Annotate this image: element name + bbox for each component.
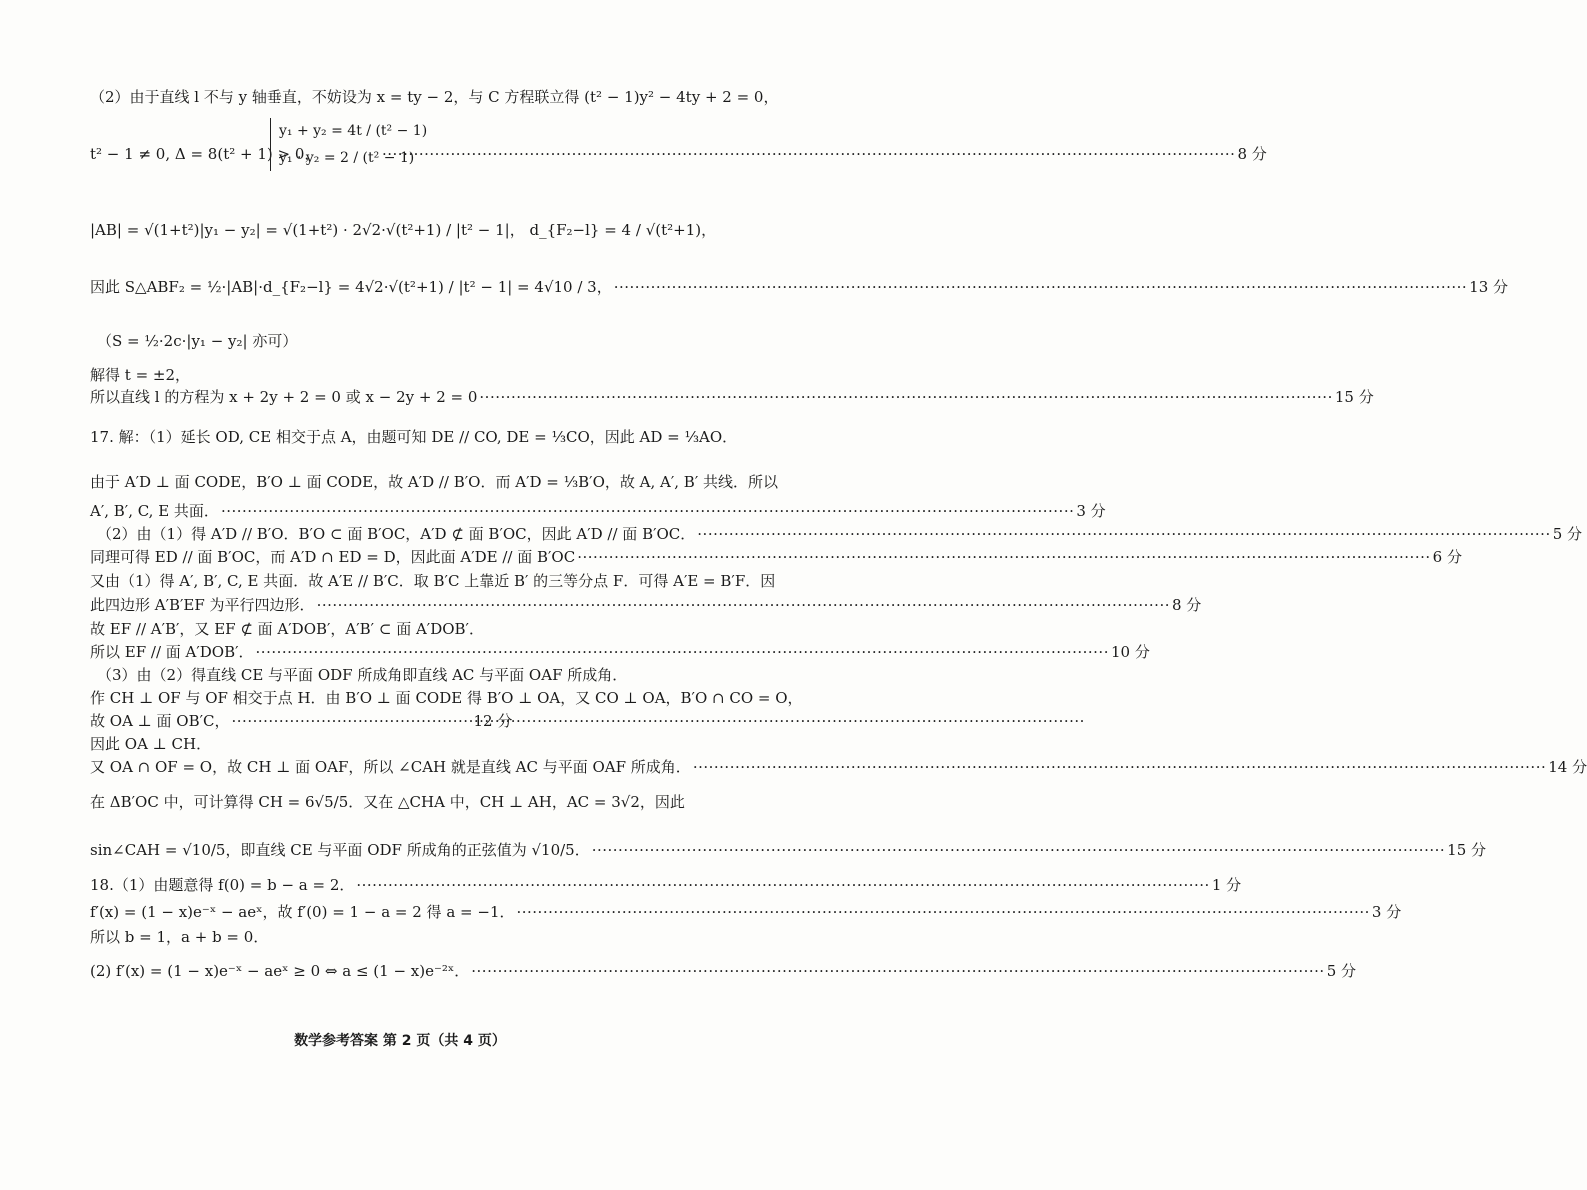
line-text: 又 OA ∩ OF = O，故 CH ⊥ 面 OAF，所以 ∠CAH 就是直线 AC 与平面 OAF 所成角． [90,758,691,776]
line-27 [90,962,1357,982]
line-text: f′(x) = (1 − x)e⁻ˣ − aeˣ，故 f′(0) = 1 − a = 2 得 a = −1． [90,903,515,921]
line-text: t² − 1 ≠ 0, Δ = 8(t² + 1) > 0， [90,145,320,163]
line-text: 故 OA ⊥ 面 OB′C， [90,712,230,730]
leader-dots [577,548,1430,568]
line-13 [90,572,776,592]
system-eq-2: y₁ · y₂ = 2 / (t² − 1) [279,149,415,166]
line-23 [90,838,1487,864]
line-text: 因此 OA ⊥ CH． [90,735,212,753]
line-6 [90,366,730,386]
score-label: 15 分 [1447,841,1487,859]
line-text: 同理可得 ED // 面 B′OC，而 A′D ∩ ED = D，因此面 A′DE // 面 B′OC [90,548,576,566]
line-text: （S = ½·2c·|y₁ − y₂| 亦可） [97,332,298,350]
leader-dots [614,275,1467,301]
line-text: 17. 解：（1）延长 OD, CE 相交于点 A，由题可知 DE // CO, DE = ⅓CO，因此 AD = ⅓AO． [90,428,738,446]
line-text: 在 ΔB′OC 中，可计算得 CH = 6√5/5．又在 △CHA 中，CH ⊥ AH，AC = 3√2，因此 [90,793,685,811]
score-label: 13 分 [1469,278,1509,296]
line-text: 此四边形 A′B′EF 为平行四边形． [90,596,315,614]
line-1 [90,88,779,108]
line-26 [90,928,730,948]
line-text: （2）由（1）得 A′D // B′O．B′O ⊂ 面 B′OC，A′D ⊄ 面 B′OC，因此 A′D // 面 B′OC． [97,525,696,543]
line-11 [97,525,1583,545]
line-text: 解得 t = ±2， [90,366,191,384]
score-label: 5 分 [1552,525,1583,543]
line-text: 所以 b = 1，a + b = 0． [90,928,269,946]
line-20 [90,735,730,755]
line-text: （2）由于直线 l 不与 y 轴垂直，不妨设为 x = ty − 2，与 C 方程联立得 (t² − 1)y² − 4ty + 2 = 0， [90,88,779,106]
line-17 [97,666,730,686]
line-text: sin∠CAH = √10/5，即直线 CE 与平面 ODF 所成角的正弦值为 √10/5． [90,841,590,859]
line-3 [90,218,730,244]
score-label: 10 分 [1110,643,1150,661]
line-text: 所以直线 l 的方程为 x + 2y + 2 = 0 或 x − 2y + 2 = 0 [90,388,478,406]
leader-dots [516,903,1369,923]
line-19 [90,712,730,732]
line-text: 所以 EF // 面 A′DOB′． [90,643,254,661]
score-label: 8 分 [1237,145,1267,163]
line-text: 故 EF // A′B′，又 EF ⊄ 面 A′DOB′，A′B′ ⊂ 面 A′DOB′． [90,620,484,638]
score-label: 8 分 [1172,596,1202,614]
system-eq-1: y₁ + y₂ = 4t / (t² − 1) [279,123,428,139]
line-21 [90,758,1587,778]
line-text: 因此 S△ABF₂ = ½·|AB|·d_{F₂−l} = 4√2·√(t²+1) / |t² − 1| = 4√10 / 3， [90,278,612,296]
leader-dots [471,962,1324,982]
score-label: 15 分 [1334,388,1374,406]
score-label: 1 分 [1211,876,1242,894]
line-10 [90,502,1106,522]
line-24 [90,876,1242,896]
score-label: 12 分 [473,712,513,730]
line-25 [90,903,1402,923]
line-text: （3）由（2）得直线 CE 与平面 ODF 所成角即直线 AC 与平面 OAF 所成角． [97,666,628,684]
line-8 [90,425,738,451]
leader-dots [382,145,1235,165]
line-text: A′, B′, C, E 共面． [90,502,219,520]
page-footer: 数学参考答案 第 2 页（共 4 页） [294,1033,506,1049]
line-4 [90,275,1509,301]
leader-dots [317,596,1170,616]
line-text: 又由（1）得 A′, B′, C, E 共面．故 A′E // B′C．取 B′C 上靠近 B′ 的三等分点 F．可得 A′E = B′F．因 [90,572,776,590]
line-text: (2) f′(x) = (1 − x)e⁻ˣ − aeˣ ≥ 0 ⇔ a ≤ (1 − x)e⁻²ˣ． [90,962,470,980]
line-22 [90,790,730,816]
line-18 [90,689,803,709]
line-text: 作 CH ⊥ OF 与 OF 相交于点 H．由 B′O ⊥ 面 CODE 得 B′O ⊥ OA，又 CO ⊥ OA，B′O ∩ CO = O， [90,689,803,707]
score-label: 3 分 [1371,903,1402,921]
line-15 [90,620,730,640]
leader-dots [697,525,1550,545]
line-text: 18.（1）由题意得 f(0) = b − a = 2． [90,876,355,894]
leader-dots [479,388,1332,408]
score-label: 14 分 [1548,758,1587,776]
line-7 [90,388,1374,408]
line-9 [90,470,778,496]
score-label: 6 分 [1432,548,1462,566]
score-label: 3 分 [1076,502,1106,520]
leader-dots [256,643,1109,663]
leader-dots [592,838,1445,864]
line-5 [97,332,730,352]
leader-dots [356,876,1209,896]
score-label: 5 分 [1326,962,1357,980]
line-text: 由于 A′D ⊥ 面 CODE，B′O ⊥ 面 CODE，故 A′D // B′O．而 A′D = ⅓B′O，故 A, A′, B′ 共线．所以 [90,473,778,491]
leader-dots [221,502,1074,522]
line-text: |AB| = √(1+t²)|y₁ − y₂| = √(1+t²) · 2√2·√(t²+1) / |t² − 1|， d_{F₂−l} = 4 / √(t²+1)， [90,221,717,239]
line-2-score [380,145,1267,165]
line-16 [90,643,1150,663]
leader-dots [693,758,1546,778]
leader-dots [232,712,472,732]
line-14 [90,596,1202,616]
line-12 [90,548,1462,568]
